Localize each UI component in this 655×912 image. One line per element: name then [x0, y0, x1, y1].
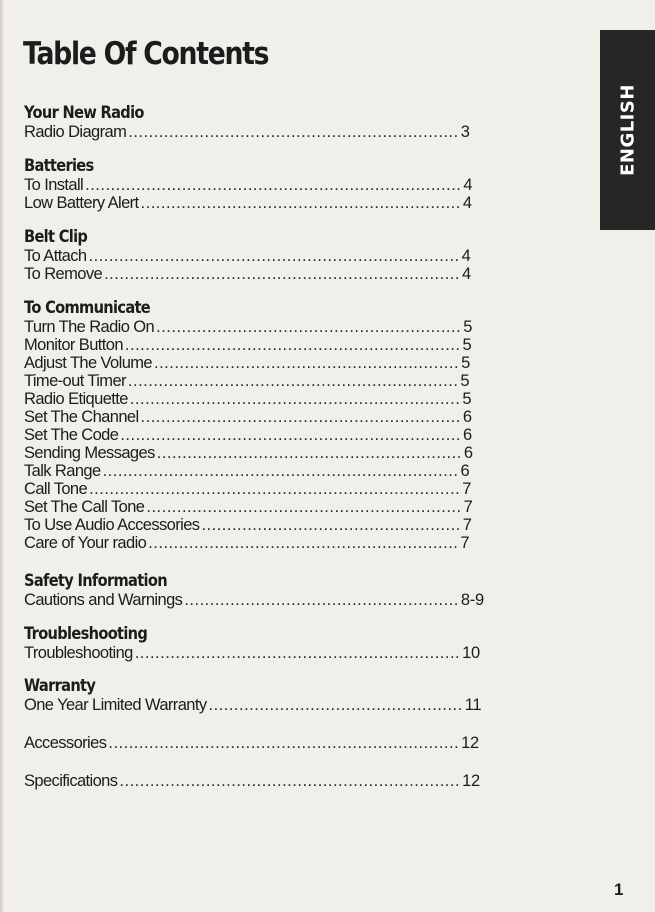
- dot-leader: ............................................................: [156, 318, 462, 336]
- toc-section: [24, 104, 524, 141]
- entry-label: Low Battery Alert: [24, 194, 139, 212]
- entry-label: Radio Diagram: [24, 123, 127, 141]
- entry-label: Talk Range: [24, 462, 101, 480]
- entry-page-number: 12: [461, 734, 479, 752]
- toc-section: [24, 157, 524, 212]
- page-binding-edge: [0, 0, 4, 912]
- entry-label: Specifications: [24, 772, 118, 790]
- toc-entry: [24, 194, 524, 212]
- entry-label: Set The Code: [24, 426, 119, 444]
- section-heading: Safety Information: [24, 571, 167, 591]
- dot-leader: ...................................................................: [119, 772, 461, 790]
- dot-leader: .................................................................: [128, 123, 459, 141]
- dot-leader: .........................................................................: [89, 480, 461, 498]
- dot-leader: .........................................................................: [88, 247, 460, 265]
- toc-entry: [24, 390, 524, 408]
- entry-page-number: 5: [463, 318, 473, 336]
- entry-page-number: 4: [461, 247, 471, 265]
- dot-leader: ..................................................................: [124, 336, 461, 354]
- dot-leader: ...................................................................: [120, 426, 461, 444]
- dot-leader: ......................................................................: [104, 265, 460, 283]
- dot-leader: .............................................................: [148, 534, 459, 552]
- entry-label: One Year Limited Warranty: [24, 696, 207, 714]
- language-tab: [600, 30, 655, 230]
- entry-label: Radio Etiquette: [24, 390, 128, 408]
- toc-entry: [24, 444, 524, 462]
- toc-entry: [24, 534, 524, 552]
- entry-label: Call Tone: [24, 480, 88, 498]
- dot-leader: ...................................................: [201, 516, 461, 534]
- toc-entry: [24, 772, 524, 790]
- entry-label: Monitor Button: [24, 336, 123, 354]
- entry-page-number: 4: [462, 194, 472, 212]
- dot-leader: .................................................................: [127, 372, 459, 390]
- entry-label: To Remove: [24, 265, 103, 283]
- toc-entry: [24, 644, 524, 662]
- dot-leader: ......................................................................: [102, 462, 459, 480]
- toc-sections: [24, 88, 524, 790]
- toc-section: [24, 572, 524, 609]
- toc-entry: [24, 336, 524, 354]
- dot-leader: ............................................................: [154, 354, 460, 372]
- entry-page-number: 11: [464, 696, 482, 714]
- entry-page-number: 8-9: [460, 591, 484, 609]
- entry-page-number: 12: [462, 772, 480, 790]
- toc-entry: [24, 426, 524, 444]
- entry-page-number: 4: [463, 176, 473, 194]
- dot-leader: ..........................................................................: [85, 176, 462, 194]
- section-heading: Batteries: [24, 156, 94, 176]
- dot-leader: ...............................................................: [140, 194, 461, 212]
- section-heading: Warranty: [24, 676, 96, 696]
- entry-page-number: 10: [462, 644, 480, 662]
- toc-entry: [24, 462, 524, 480]
- dot-leader: ..............................................................: [146, 498, 462, 516]
- entry-page-number: 5: [462, 390, 472, 408]
- dot-leader: ................................................................: [134, 644, 461, 662]
- entry-label: Set The Channel: [24, 408, 139, 426]
- toc-section: [24, 299, 524, 552]
- entry-label: To Install: [24, 176, 84, 194]
- toc-entry: [24, 734, 524, 752]
- entry-label: Set The Call Tone: [24, 498, 145, 516]
- entry-label: Accessories: [24, 734, 107, 752]
- entry-page-number: 5: [461, 354, 470, 372]
- entry-label: Troubleshooting: [24, 644, 133, 662]
- toc-entry: [24, 176, 524, 194]
- entry-page-number: 5: [460, 372, 470, 390]
- entry-label: Time-out Timer: [24, 372, 126, 390]
- toc-entry: [24, 696, 524, 714]
- toc-entry: [24, 408, 524, 426]
- toc-section: [24, 228, 524, 283]
- entry-page-number: 3: [460, 123, 470, 141]
- entry-page-number: 7: [460, 534, 470, 552]
- toc-entry: [24, 265, 524, 283]
- section-heading: To Communicate: [24, 298, 151, 318]
- entry-page-number: 7: [462, 480, 472, 498]
- entry-page-number: 4: [461, 265, 471, 283]
- entry-page-number: 7: [462, 516, 472, 534]
- toc-section: [24, 772, 524, 790]
- toc-section: [24, 625, 524, 662]
- section-heading: Belt Clip: [24, 227, 88, 247]
- dot-leader: ............................................................: [156, 444, 462, 462]
- entry-label: To Attach: [24, 247, 87, 265]
- entry-page-number: 6: [462, 408, 472, 426]
- dot-leader: ..................................................: [208, 696, 463, 714]
- toc-entry: [24, 123, 524, 141]
- entry-label: Turn The Radio On: [24, 318, 155, 336]
- toc-entry: [24, 498, 524, 516]
- entry-label: Sending Messages: [24, 444, 155, 462]
- entry-page-number: 7: [463, 498, 473, 516]
- dot-leader: .................................................................: [129, 390, 461, 408]
- section-heading: Troubleshooting: [24, 624, 148, 644]
- toc-entry: [24, 480, 524, 498]
- page-number: 1: [614, 880, 624, 899]
- entry-page-number: 6: [463, 444, 473, 462]
- page-title: Table Of Contents: [23, 36, 269, 72]
- toc-entry: [24, 247, 524, 265]
- toc-section: [24, 734, 524, 752]
- toc-entry: [24, 318, 524, 336]
- toc-entry: [24, 516, 524, 534]
- language-tab-label: ENGLISH: [617, 84, 638, 176]
- entry-label: Care of Your radio: [24, 534, 147, 552]
- toc-entry: [24, 591, 524, 609]
- section-heading: Your New Radio: [24, 103, 144, 123]
- dot-leader: ......................................................: [184, 591, 459, 609]
- entry-page-number: 5: [462, 336, 472, 354]
- entry-label: Cautions and Warnings: [24, 591, 183, 609]
- entry-page-number: 6: [462, 426, 472, 444]
- dot-leader: .....................................................................: [108, 734, 460, 752]
- entry-label: Adjust The Volume: [24, 354, 152, 372]
- toc-entry: [24, 372, 524, 390]
- toc-entry: [24, 354, 524, 372]
- entry-label: To Use Audio Accessories: [24, 516, 200, 534]
- entry-page-number: 6: [460, 462, 470, 480]
- dot-leader: ...............................................................: [140, 408, 461, 426]
- toc-section: [24, 677, 524, 714]
